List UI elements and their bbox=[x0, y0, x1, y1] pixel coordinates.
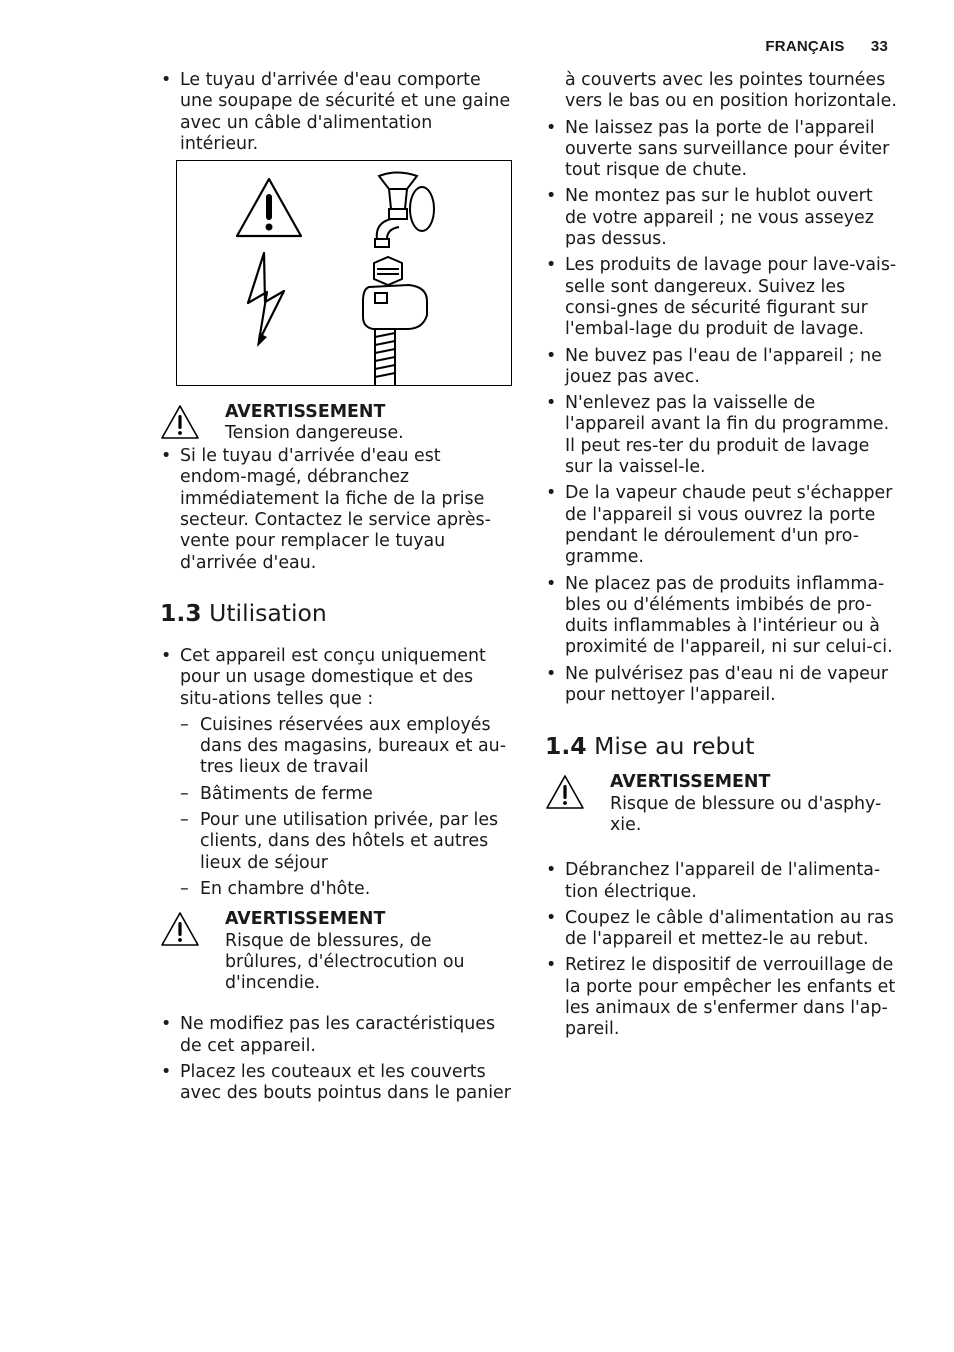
bullet-no-modify: • Ne modifiez pas les caractéristiques de cet appareil. bbox=[160, 1014, 512, 1057]
warning-text: Risque de blessure ou d'asphy-xie. bbox=[610, 793, 882, 835]
disposal-bullet: • Retirez le dispositif de verrouillage de la porte pour empêcher les enfants et les animaux de s'enfermer dans l'ap-pareil. bbox=[545, 955, 897, 1040]
warning-title: AVERTISSEMENT bbox=[225, 909, 386, 930]
section-number: 1.4 bbox=[545, 732, 587, 761]
large-warning-triangle-icon bbox=[237, 179, 301, 236]
usage-item: – Pour une utilisation privée, par les clients, dans des hôtels et autres lieux de séjour bbox=[160, 810, 512, 874]
safety-bullet: • Ne buvez pas l'eau de l'appareil ; ne jouez pas avec. bbox=[545, 346, 897, 389]
warning-burns bbox=[160, 909, 512, 994]
header-language: FRANÇAIS bbox=[765, 38, 845, 55]
bullet-knives: • Placez les couteaux et les couverts avec des bouts pointus dans le panier bbox=[160, 1062, 512, 1105]
warning-text: Tension dangereuse. bbox=[225, 423, 404, 444]
warning-triangle-icon bbox=[545, 774, 585, 810]
warning-title: AVERTISSEMENT bbox=[610, 772, 771, 793]
disposal-bullet: • Débranchez l'appareil de l'alimenta-tion électrique. bbox=[545, 860, 897, 903]
safety-bullet: • Ne montez pas sur le hublot ouvert de votre appareil ; ne vous asseyez pas dessus. bbox=[545, 186, 897, 250]
hose-safety-illustration bbox=[176, 160, 512, 386]
water-tap-icon bbox=[375, 173, 434, 248]
warning-asphyxia bbox=[545, 772, 897, 836]
usage-item: – Bâtiments de ferme bbox=[160, 784, 512, 805]
usage-item: – En chambre d'hôte. bbox=[160, 879, 512, 900]
disposal-bullet: • Coupez le câble d'alimentation au ras de l'appareil et mettez-le au rebut. bbox=[545, 908, 897, 951]
safety-bullet: • Ne laissez pas la porte de l'appareil ouverte sans surveillance pour éviter tout risque de chute. bbox=[545, 118, 897, 182]
inlet-hose-connector-icon bbox=[363, 257, 427, 385]
safety-bullet: • Ne placez pas de produits inflamma-bles ou d'éléments imbibés de pro-duits inflammables à l'intérieur ou à proximité de l'appareil, ni sur celui-ci. bbox=[545, 574, 897, 659]
right-column bbox=[545, 70, 897, 1046]
left-column bbox=[160, 70, 512, 1110]
page-header bbox=[765, 38, 888, 55]
section-heading-mise-au-rebut bbox=[545, 732, 897, 760]
lightning-bolt-icon bbox=[248, 253, 284, 347]
page-number: 33 bbox=[870, 38, 888, 55]
safety-bullet: • De la vapeur chaude peut s'échapper de l'appareil si vous ouvrez la porte pendant le déroulement d'un pro-gramme. bbox=[545, 483, 897, 568]
bullet-damaged-hose: • Si le tuyau d'arrivée d'eau est endom-magé, débranchez immédiatement la fiche de la prise secteur. Contactez le service après-vente pour remplacer le tuyau d'arrivée d'eau. bbox=[160, 446, 512, 574]
section-title: Utilisation bbox=[209, 598, 327, 627]
safety-bullet: • N'enlevez pas la vaisselle de l'appareil avant la fin du programme. Il peut res-ter du produit de lavage sur la vaissel-le. bbox=[545, 393, 897, 478]
section-heading-utilisation bbox=[160, 599, 512, 627]
warning-voltage bbox=[160, 402, 512, 446]
section-number: 1.3 bbox=[160, 598, 202, 627]
section-title: Mise au rebut bbox=[594, 732, 755, 761]
bullet-domestic-use: • Cet appareil est conçu uniquement pour un usage domestique et des situ-ations telles que : bbox=[160, 646, 512, 710]
warning-triangle-icon bbox=[160, 404, 200, 440]
continued-text: à couverts avec les pointes tournées vers le bas ou en position horizontale. bbox=[565, 70, 897, 112]
usage-item: – Cuisines réservées aux employés dans des magasins, bureaux et au-tres lieux de travail bbox=[160, 715, 512, 779]
bullet-intro: • Le tuyau d'arrivée d'eau comporte une soupape de sécurité et une gaine avec un câble d'alimentation intérieur. bbox=[160, 70, 512, 155]
safety-bullet: • Ne pulvérisez pas d'eau ni de vapeur pour nettoyer l'appareil. bbox=[545, 664, 897, 707]
warning-triangle-icon bbox=[160, 911, 200, 947]
safety-bullet: • Les produits de lavage pour lave-vais-selle sont dangereux. Suivez les consi-gnes de sécurité figurant sur l'embal-lage du produit de lavage. bbox=[545, 255, 897, 340]
warning-text: Risque de blessures, de brûlures, d'électrocution ou d'incendie. bbox=[225, 930, 465, 994]
warning-title: AVERTISSEMENT bbox=[225, 402, 386, 423]
